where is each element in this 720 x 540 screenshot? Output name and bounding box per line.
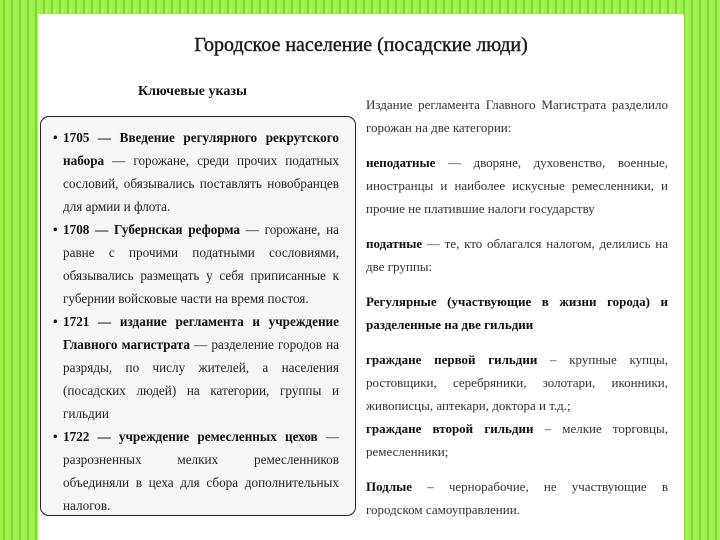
lowly-text: – чернорабочие, не участвующие в городском самоуправлении. — [366, 479, 668, 517]
guild1-paragraph — [366, 348, 668, 417]
decree-item — [53, 126, 339, 218]
decree-rest: — разрозненных мелких ремесленников объединяли в цеха для сбора дополнительных налогов. — [63, 429, 339, 513]
guild2-term: граждане второй гильдии — [366, 421, 534, 436]
decree-item — [53, 218, 339, 310]
decree-item — [53, 425, 339, 517]
regular-heading: Регулярные (участвующие в жизни города) и разделенные на две гильдии — [366, 294, 668, 332]
paid-term: податные — [366, 236, 423, 251]
lowly-term: Подлые — [366, 479, 413, 494]
bullet-icon: • — [53, 130, 58, 145]
lowly-paragraph — [366, 475, 668, 521]
decree-text — [63, 218, 339, 310]
decree-highlight: 1705 — Введение регулярного рекрутского набора — [63, 130, 339, 168]
decree-text — [63, 126, 339, 218]
unpaid-term: неподатные — [366, 155, 436, 170]
bullet-icon: • — [53, 314, 58, 329]
decree-item — [53, 310, 339, 425]
decrees-heading: Ключевые указы — [138, 84, 247, 99]
decree-highlight: 1708 — Губернская реформа — [63, 222, 240, 237]
bullet-icon: • — [53, 222, 58, 237]
guild1-text: – крупные купцы, ростовщики, серебряники, золотари, иконники, живописцы, аптекари, доктора и т.д.; — [366, 352, 669, 413]
guild2-text: – мелкие торговцы, ремесленники; — [366, 421, 668, 459]
decree-rest: — горожане, на равне с прочими податными сословиями, обязывались размещать у себя приписанные к губернии войсковые части на время постоя. — [63, 222, 339, 306]
unpaid-text: — дворяне, духовенство, военные, иностранцы и наиболее искусные ремесленники, и прочие не платившие налоги государству — [366, 155, 668, 216]
guild2-paragraph — [366, 417, 668, 463]
bullet-icon: • — [53, 429, 58, 444]
unpaid-paragraph — [366, 151, 668, 220]
decree-rest: — разделение городов на разряды, по числу жителей, а населения (посадских людей) на категории, группы и гильдии — [63, 337, 339, 421]
guild1-term: граждане первой гильдии — [366, 352, 538, 367]
intro-text: Издание регламента Главного Магистрата разделило горожан на две категории: — [366, 97, 668, 135]
decree-highlight: 1722 — учреждение ремесленных цехов — [63, 429, 318, 444]
decree-text — [63, 425, 339, 517]
decree-text — [63, 310, 339, 425]
decree-rest: — горожане, среди прочих податных сословий, обязывались поставлять новобранцев для армии и флота. — [63, 153, 339, 214]
decrees-box — [40, 116, 356, 516]
categories-column — [366, 93, 668, 521]
paid-paragraph — [366, 232, 668, 278]
decree-highlight: 1721 — издание регламента и учреждение Главного магистрата — [63, 314, 339, 352]
slide-title: Городское население (посадские люди) — [194, 34, 528, 56]
paid-text: — те, кто облагался налогом, делились на две группы: — [366, 236, 668, 274]
slide — [38, 14, 684, 540]
